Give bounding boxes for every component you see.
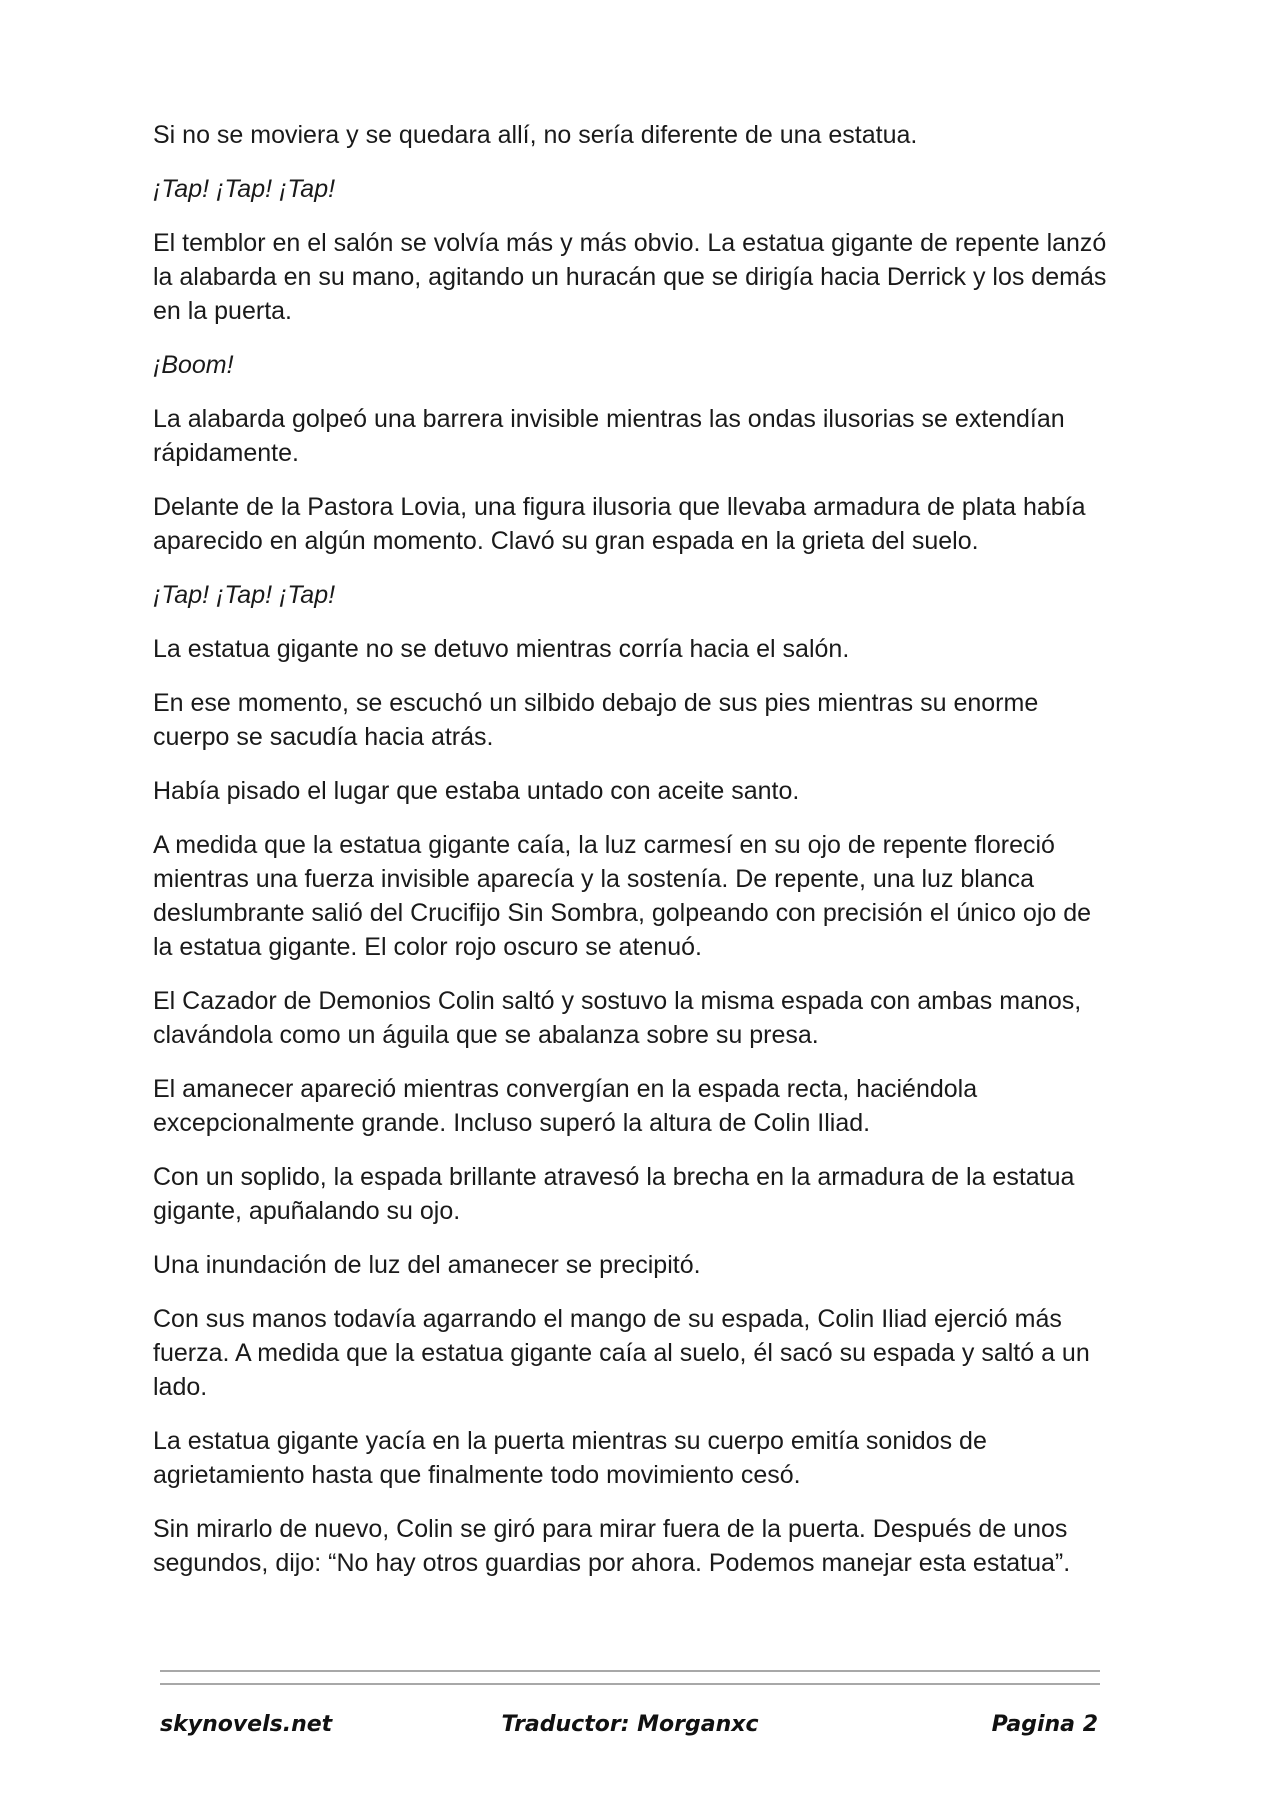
paragraph-1: Si no se moviera y se quedara allí, no sería diferente de una estatua. <box>153 121 918 149</box>
paragraph-4: ¡Boom! <box>153 351 234 379</box>
footer-site: skynovels.net <box>160 1712 333 1737</box>
paragraph-17: La estatua gigante yacía en la puerta mientras su cuerpo emitía sonidos de agrietamiento hasta que finalmente todo movimiento cesó. <box>153 1427 987 1489</box>
paragraph-8: La estatua gigante no se detuvo mientras corría hacia el salón. <box>153 635 850 663</box>
paragraph-13: El amanecer apareció mientras convergían en la espada recta, haciéndola excepcionalmente grande. Incluso superó la altura de Colin Iliad. <box>153 1075 978 1137</box>
footer-page-number: Pagina 2 <box>991 1712 1098 1737</box>
paragraph-6: Delante de la Pastora Lovia, una figura ilusoria que llevaba armadura de plata había aparecido en algún momento. Clavó su gran espada en la grieta del suelo. <box>153 493 1086 555</box>
paragraph-14: Con un soplido, la espada brillante atravesó la brecha en la armadura de la estatua gigante, apuñalando su ojo. <box>153 1163 1075 1225</box>
paragraph-5: La alabarda golpeó una barrera invisible mientras las ondas ilusorias se extendían rápidamente. <box>153 405 1065 467</box>
paragraph-12: El Cazador de Demonios Colin saltó y sostuvo la misma espada con ambas manos, clavándola como un águila que se abalanza sobre su presa. <box>153 987 1082 1049</box>
paragraph-2: ¡Tap! ¡Tap! ¡Tap! <box>153 175 336 203</box>
paragraph-16: Con sus manos todavía agarrando el mango de su espada, Colin Iliad ejerció más fuerza. A medida que la estatua gigante caía al suelo, él sacó su espada y saltó a un lado. <box>153 1305 1090 1401</box>
paragraph-18: Sin mirarlo de nuevo, Colin se giró para mirar fuera de la puerta. Después de unos segundos, dijo: “No hay otros guardias por ahora. Podemos manejar esta estatua”. <box>153 1515 1071 1577</box>
paragraph-11: A medida que la estatua gigante caía, la luz carmesí en su ojo de repente floreció mientras una fuerza invisible aparecía y la sostenía. De repente, una luz blanca deslumbrante salió del Crucifijo Sin Sombra, golpeando con precisión el único ojo de la estatua gigante. El color rojo oscuro se atenuó. <box>153 831 1092 961</box>
paragraph-15: Una inundación de luz del amanecer se precipitó. <box>153 1251 701 1279</box>
footer-divider-top <box>160 1670 1100 1672</box>
footer-divider-bottom <box>160 1683 1100 1685</box>
paragraph-3: El temblor en el salón se volvía más y más obvio. La estatua gigante de repente lanzó la alabarda en su mano, agitando un huracán que se dirigía hacia Derrick y los demás en la puerta. <box>153 229 1107 325</box>
footer-translator: Traductor: Morganxc <box>501 1712 759 1737</box>
paragraph-10: Había pisado el lugar que estaba untado con aceite santo. <box>153 777 800 805</box>
paragraph-9: En ese momento, se escuchó un silbido debajo de sus pies mientras su enorme cuerpo se sacudía hacia atrás. <box>153 689 1039 751</box>
paragraph-7: ¡Tap! ¡Tap! ¡Tap! <box>153 581 336 609</box>
page-footer <box>160 1712 1100 1746</box>
page-body <box>153 118 1113 1600</box>
